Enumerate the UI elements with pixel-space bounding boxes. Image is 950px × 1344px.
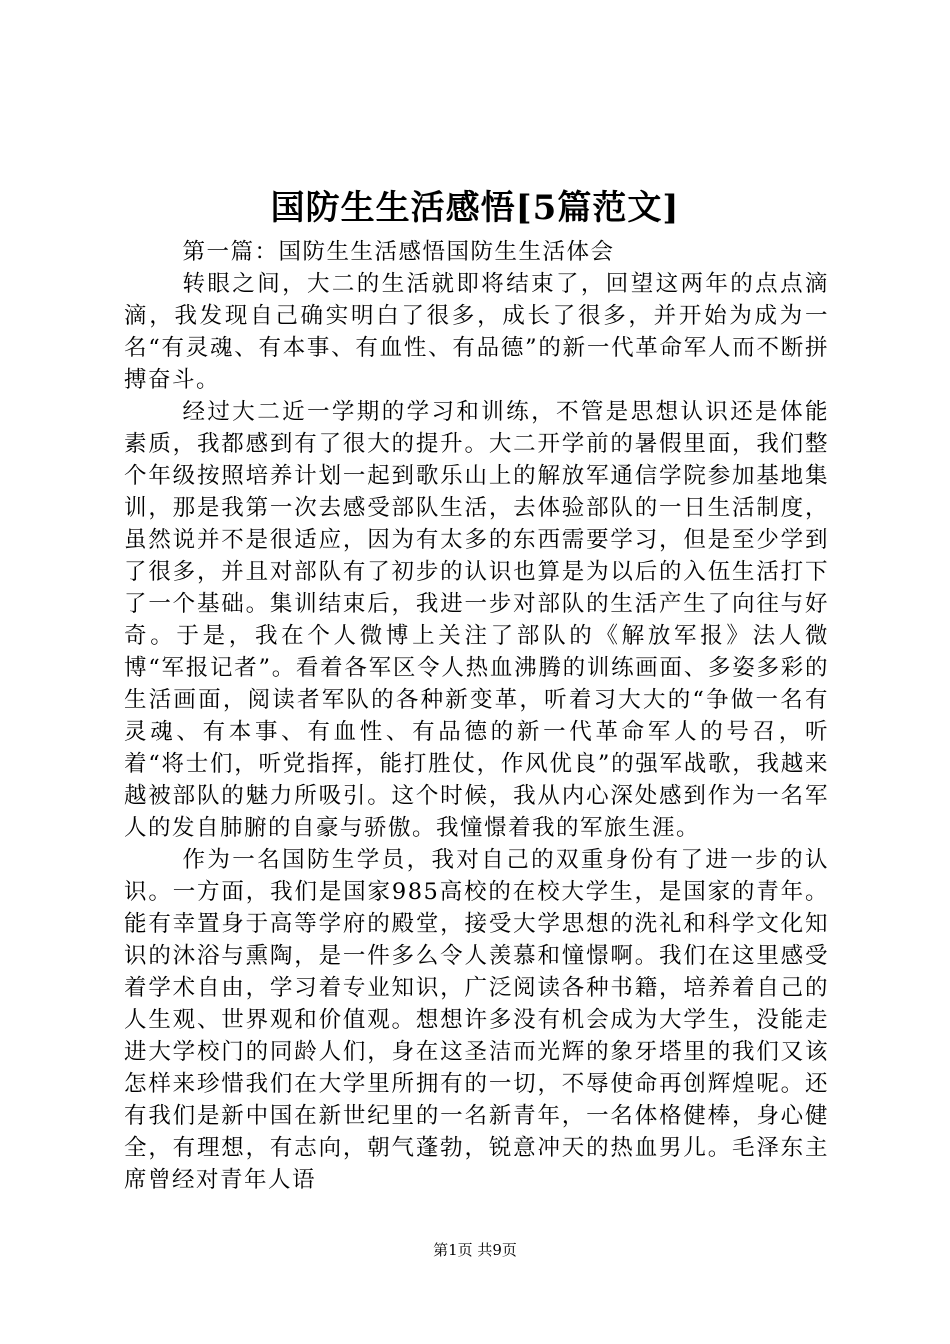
document-body	[124, 236, 829, 1196]
document-title: 国防生生活感悟[5篇范文]	[270, 188, 680, 228]
page-number-footer: 第1页 共9页	[433, 1241, 517, 1259]
body-paragraph: 经过大二近一学期的学习和训练，不管是思想认识还是体能素质，我都感到有了很大的提升。大二开学前的暑假里面，我们整个年级按照培养计划一起到歌乐山上的解放军通信学院参加基地集训，那是我第一次去感受部队生活，去体验部队的一日生活制度，虽然说并不是很适应，因为有太多的东西需要学习，但是至少学到了很多，并且对部队有了初步的认识也算是为以后的入伍生活打下了一个基础。集训结束后，我进一步对部队的生活产生了向往与好奇。于是，我在个人微博上关注了部队的《解放军报》法人微博“军报记者”。看着各军区令人热血沸腾的训练画面、多姿多彩的生活画面，阅读者军队的各种新变革，听着习大大的“争做一名有灵魂、有本事、有血性、有品德的新一代革命军人的号召，听着“将士们，听党指挥，能打胜仗，作风优良”的强军战歌，我越来越被部队的魅力所吸引。这个时候，我从内心深处感到作为一名军人的发自肺腑的自豪与骄傲。我憧憬着我的军旅生涯。	[124, 399, 829, 841]
section-heading: 第一篇：国防生生活感悟国防生生活体会	[182, 239, 615, 265]
body-paragraph: 作为一名国防生学员，我对自己的双重身份有了进一步的认识。一方面，我们是国家985高校的在校大学生，是国家的青年。能有幸置身于高等学府的殿堂，接受大学思想的洗礼和科学文化知识的沐浴与熏陶，是一件多么令人羡慕和憧憬啊。我们在这里感受着学术自由，学习着专业知识，广泛阅读各种书籍，培养着自己的人生观、世界观和价值观。想想许多没有机会成为大学生，没能走进大学校门的同龄人们，身在这圣洁而光辉的象牙塔里的我们又该怎样来珍惜我们在大学里所拥有的一切，不辱使命再创辉煌呢。还有我们是新中国在新世纪里的一名新青年，一名体格健棒，身心健全，有理想，有志向，朝气蓬勃，锐意冲天的热血男儿。毛泽东主席曾经对青年人语	[124, 847, 829, 1193]
body-paragraph: 转眼之间，大二的生活就即将结束了，回望这两年的点点滴滴，我发现自己确实明白了很多，成长了很多，并开始为成为一名“有灵魂、有本事、有血性、有品德”的新一代革命军人而不断拼搏奋斗。	[124, 271, 829, 393]
